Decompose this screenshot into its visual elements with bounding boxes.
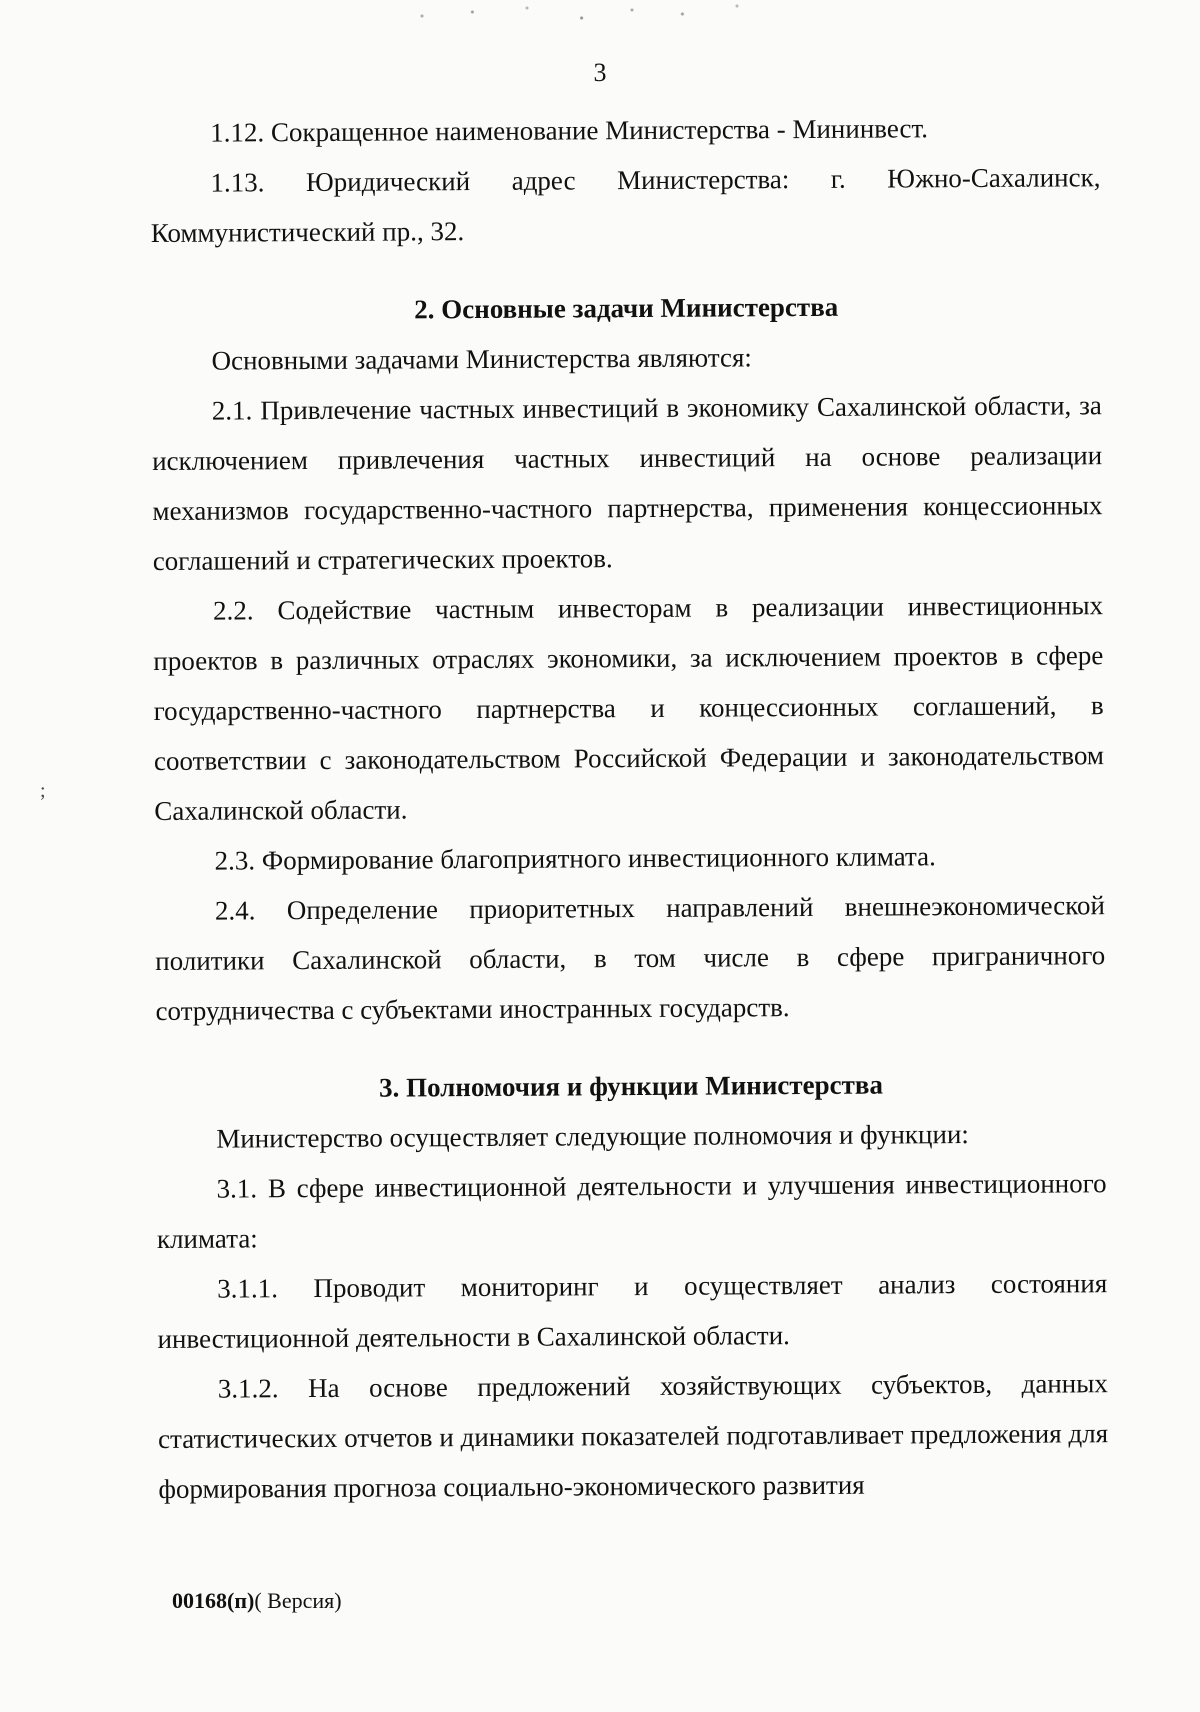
paragraph-3-1-2: 3.1.2. На основе предложений хозяйствующих субъектов, данных статистических отчетов и динамики показателей подготавливает предложения для формирования прогноза социально-экономического развития xyxy=(158,1368,1109,1504)
document-code: 00168(п) xyxy=(172,1588,255,1613)
paragraph-2-2: 2.2. Содействие частным инвесторам в реализации инвестиционных проектов в различных отраслях экономики, за исключением проектов в сфере государственно-частного партнерства и концессионных соглашений, в соответствии с законодательством Российской Федерации и законодательством Сахалинской области. xyxy=(153,590,1105,826)
margin-mark: ; xyxy=(40,780,46,802)
section-3-intro: Министерство осуществляет следующие полномочия и функции: xyxy=(216,1119,969,1154)
document-body xyxy=(150,102,1109,1514)
paragraph-2-3: 2.3. Формирование благоприятного инвестиционного климата. xyxy=(214,841,936,876)
document-footer xyxy=(172,1588,342,1614)
section-3-heading: 3. Полномочия и функции Министерства xyxy=(378,1069,884,1103)
section-2-intro: Основными задачами Министерства являются: xyxy=(211,342,752,376)
page-number: 3 xyxy=(593,58,607,87)
paragraph-1-12: 1.12. Сокращенное наименование Министерства - Мининвест. xyxy=(210,113,929,148)
paragraph-3-1: 3.1. В сфере инвестиционной деятельности и улучшения инвестиционного климата: xyxy=(156,1168,1107,1254)
paragraph-2-1: 2.1. Привлечение частных инвестиций в экономику Сахалинской области, за исключением привлечения частных инвестиций на основе реализации механизмов государственно-частного партнерства, применения концессионных соглашений и стратегических проектов. xyxy=(152,390,1103,576)
paragraph-3-1-1: 3.1.1. Проводит мониторинг и осуществляет анализ состояния инвестиционной деятельности в Сахалинской области. xyxy=(157,1268,1108,1354)
section-2-heading: 2. Основные задачи Министерства xyxy=(414,291,839,325)
scan-noise xyxy=(380,0,800,40)
paragraph-2-4: 2.4. Определение приоритетных направлений внешнеэкономической политики Сахалинской области, в том числе в сфере приграничного сотрудничества с субъектами иностранных государств. xyxy=(155,890,1106,1026)
paragraph-1-13: 1.13. Юридический адрес Министерства: г. Южно-Сахалинск, Коммунистический пр., 32. xyxy=(150,162,1101,248)
document-version: ( Версия) xyxy=(254,1588,342,1613)
